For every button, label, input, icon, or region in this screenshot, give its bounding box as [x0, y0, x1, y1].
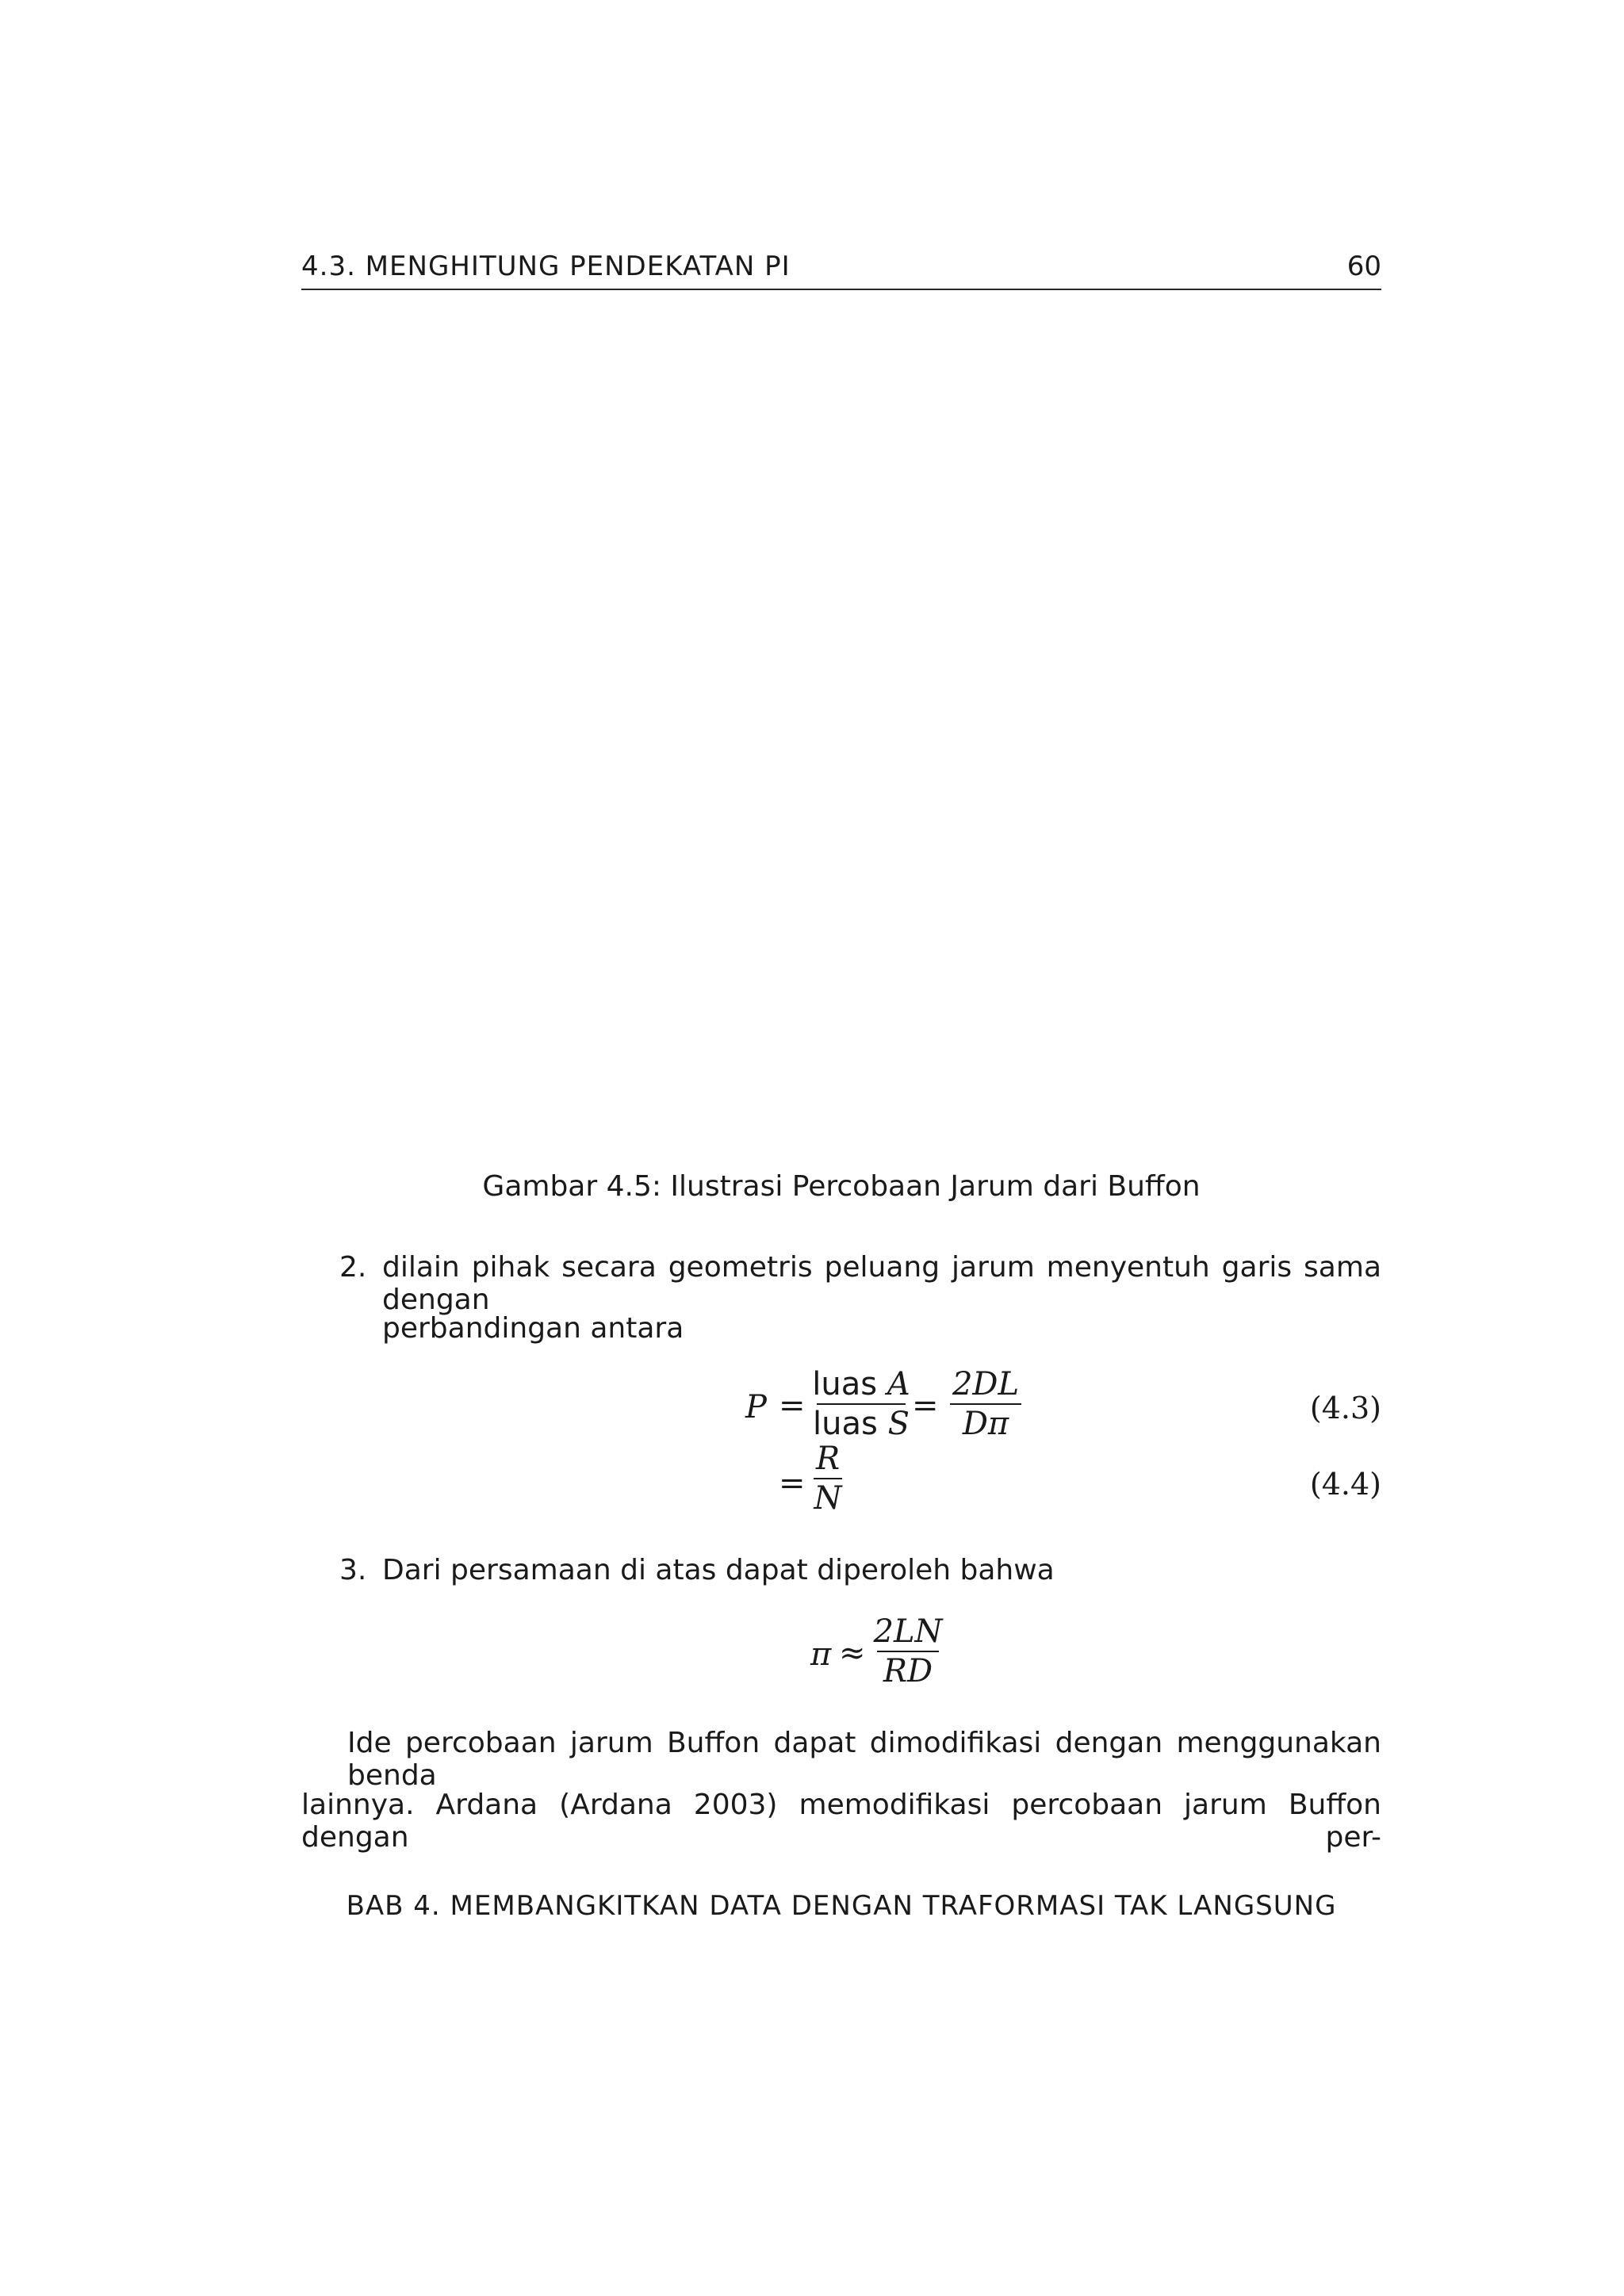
eq1-fraction-area	[812, 1365, 910, 1443]
eq2-equals: =	[779, 1465, 806, 1502]
list-item-2-line-2: perbandingan antara	[382, 1312, 684, 1345]
eq2-fraction	[814, 1440, 842, 1517]
list-item-2-line-1: dilain pihak secara geometris peluang jarum menyentuh garis sama dengan	[382, 1251, 1381, 1316]
paragraph-line-2: lainnya. Ardana (Ardana 2003) memodifikasi percobaan jarum Buffon dengan per-	[301, 1789, 1381, 1854]
eq2-frac-den: N	[814, 1480, 842, 1517]
eq2-frac-num: R	[815, 1441, 841, 1477]
list-item-3-text: Dari persamaan di atas dapat diperoleh bahwa	[382, 1554, 1055, 1586]
eq1-equals: =	[779, 1387, 806, 1424]
eq3-frac-den: RD	[883, 1653, 933, 1689]
eq1-num-var: A	[887, 1366, 910, 1402]
eq1-fraction-ratio	[950, 1365, 1021, 1443]
eq3-fraction	[873, 1613, 943, 1690]
chapter-footer: BAB 4. MEMBANGKITKAN DATA DENGAN TRAFORMASI TAK LANGSUNG	[346, 1890, 1337, 1922]
figure-area	[301, 333, 1381, 1142]
eq1-lhs: P	[745, 1389, 767, 1425]
list-item-number-2: 2.	[339, 1251, 367, 1284]
list-item-number-3: 3.	[339, 1554, 367, 1586]
running-header	[301, 247, 1381, 290]
section-title: 4.3. MENGHITUNG PENDEKATAN PI	[301, 251, 791, 282]
eq1-den-var: S	[887, 1406, 910, 1442]
eq1-den-word: luas	[813, 1406, 878, 1442]
equation-number-4-3: (4.3)	[1309, 1391, 1381, 1425]
eq3-lhs: π	[810, 1636, 832, 1673]
eq1-frac2-num: 2DL	[952, 1366, 1020, 1402]
eq3-frac-num: 2LN	[873, 1613, 943, 1650]
eq3-approx: ≈	[839, 1635, 866, 1671]
eq1-equals-2: =	[912, 1387, 939, 1424]
paragraph-line-1: Ide percobaan jarum Buffon dapat dimodifikasi dengan menggunakan benda	[347, 1727, 1381, 1792]
figure-caption: Gambar 4.5: Ilustrasi Percobaan Jarum dari Buffon	[482, 1170, 1201, 1203]
page-number: 60	[1346, 251, 1381, 282]
eq1-frac2-den: Dπ	[962, 1406, 1009, 1442]
equation-number-4-4: (4.4)	[1309, 1467, 1381, 1502]
eq1-num-word: luas	[812, 1366, 878, 1402]
